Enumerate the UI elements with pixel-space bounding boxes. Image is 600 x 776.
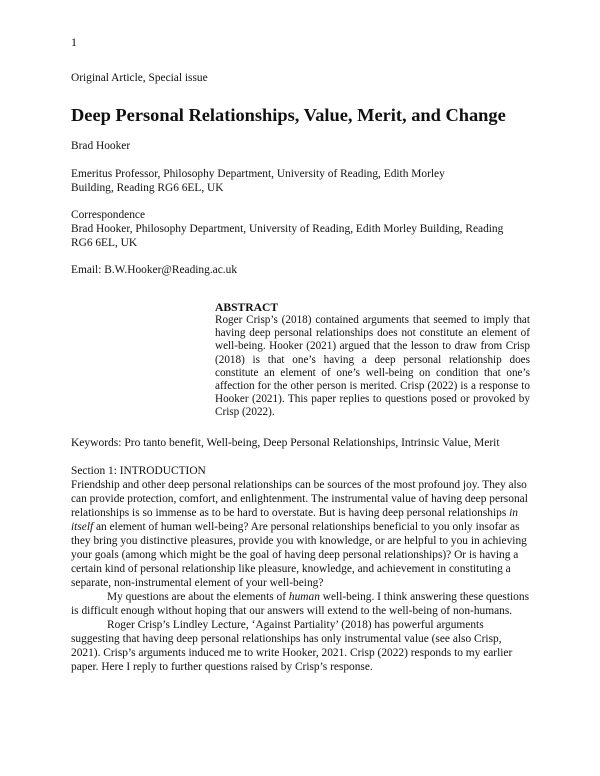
paragraph-text: well-being. I think answering these questions is difficult enough without hoping that our answers will extend to the well-being of non-humans. bbox=[71, 591, 530, 617]
paragraph-text: My questions are about the elements of bbox=[107, 591, 289, 603]
correspondence-label: Correspondence bbox=[71, 209, 146, 221]
paragraph bbox=[71, 478, 533, 590]
author-name: Brad Hooker bbox=[71, 140, 131, 152]
abstract-block bbox=[215, 301, 530, 420]
page-number: 1 bbox=[71, 35, 77, 49]
abstract-text: Roger Crisp’s (2018) contained arguments that seemed to imply that having deep personal relationships does not constitute an element of well-being. Hooker (2021) argued that the lesson to draw from Crisp (2018) is that one’s having a deep personal relationship does constitute an element of one’s well-being on condition that one’s affection for the other person is merited. Crisp (2022) is a response to Hooker (2021). This paper replies to questions posed or provoked by Crisp (2022). bbox=[215, 314, 530, 419]
paragraph-text: an element of human well-being? Are personal relationships beneficial to you only insofar as they bring you distinctive pleasures, provide you with knowledge, or are helpful to you in achieving your goals (among which might be the goal of having deep personal relationships)? Or is having a certain kind of personal relationship like pleasure, knowledge, and achievement in constituting a separate, non-instrumental element of your well-being? bbox=[71, 521, 527, 589]
body-text bbox=[71, 464, 533, 674]
author-affiliation: Emeritus Professor, Philosophy Department, University of Reading, Edith Morley Building, Reading RG6 6EL, UK bbox=[71, 168, 445, 194]
emphasis: in itself bbox=[71, 507, 519, 533]
article-type: Original Article, Special issue bbox=[71, 72, 208, 84]
paragraph: Roger Crisp’s Lindley Lecture, ‘Against Partiality’ (2018) has powerful arguments suggesting that having deep personal relationships has only instrumental value (see also Crisp, 2021). Crisp’s arguments induced me to write Hooker, 2021. Crisp (2022) responds to my earlier paper. Here I reply to further questions raised by Crisp’s response. bbox=[71, 619, 513, 673]
section-heading: Section 1: INTRODUCTION bbox=[71, 465, 206, 477]
abstract-heading: ABSTRACT bbox=[215, 301, 279, 314]
email-line: Email: B.W.Hooker@Reading.ac.uk bbox=[71, 264, 238, 276]
paragraph-text: Friendship and other deep personal relationships can be sources of the most profound joy. They also can provide protection, comfort, and enlightenment. The instrumental value of having deep personal relationships is so immense as to be hard to overstate. But is having deep personal relationships bbox=[71, 479, 528, 519]
keywords: Keywords: Pro tanto benefit, Well-being, Deep Personal Relationships, Intrinsic Value, Merit bbox=[71, 437, 500, 449]
paragraph bbox=[71, 590, 533, 618]
correspondence-address: Brad Hooker, Philosophy Department, University of Reading, Edith Morley Building, Reading RG6 6EL, UK bbox=[71, 223, 504, 249]
emphasis: human bbox=[288, 591, 320, 603]
paper-title: Deep Personal Relationships, Value, Merit, and Change bbox=[71, 105, 506, 125]
